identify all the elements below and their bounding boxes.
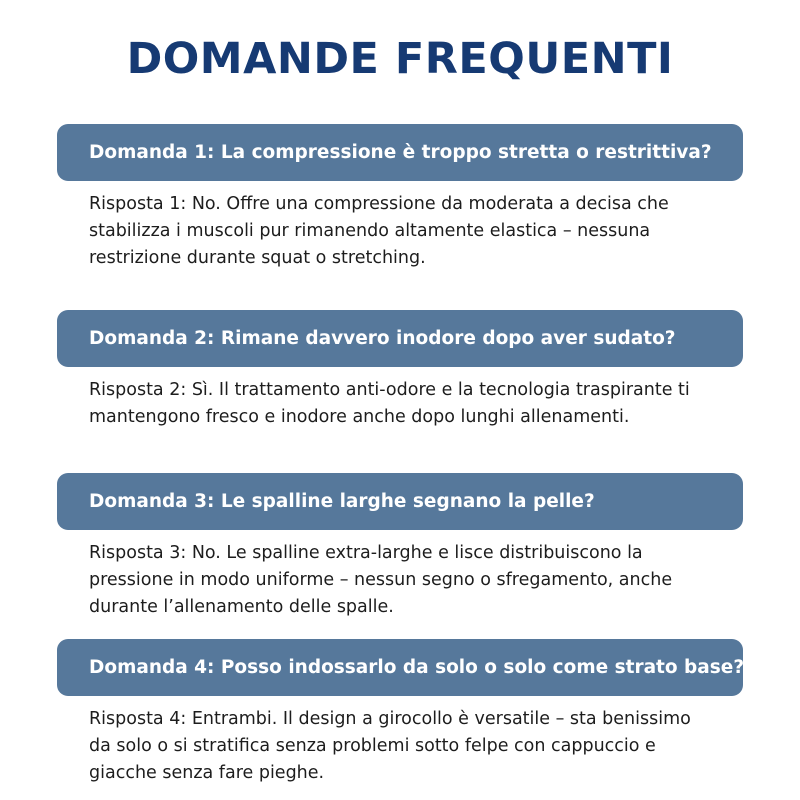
answer-3-line-2: pressione in modo uniforme – nessun segno o sfregamento, anche — [89, 570, 673, 590]
answer-3 — [89, 540, 739, 621]
question-2-text: Domanda 2: Rimane davvero inodore dopo aver sudato? — [89, 328, 676, 349]
answer-2-line-1: Risposta 2: Sì. Il trattamento anti-odore e la tecnologia traspirante ti — [89, 380, 690, 400]
question-bar-3 — [57, 473, 743, 530]
answer-3-line-3: durante l’allenamento delle spalle. — [89, 597, 394, 617]
answer-2 — [89, 377, 739, 431]
question-bar-1 — [57, 124, 743, 181]
question-bar-2 — [57, 310, 743, 367]
answer-4 — [89, 706, 739, 787]
answer-1-line-2: stabilizza i muscoli pur rimanendo altamente elastica – nessuna — [89, 221, 651, 241]
faq-item-2 — [57, 310, 743, 431]
answer-3-line-1: Risposta 3: No. Le spalline extra-larghe e lisce distribuiscono la — [89, 543, 643, 563]
faq-item-3 — [57, 473, 743, 621]
question-bar-4 — [57, 639, 743, 696]
answer-4-line-2: da solo o si stratifica senza problemi sotto felpe con cappuccio e — [89, 736, 656, 756]
answer-1-line-1: Risposta 1: No. Offre una compressione da moderata a decisa che — [89, 194, 669, 214]
answer-1-line-3: restrizione durante squat o stretching. — [89, 248, 426, 268]
question-3-text: Domanda 3: Le spalline larghe segnano la pelle? — [89, 491, 595, 512]
answer-4-line-1: Risposta 4: Entrambi. Il design a girocollo è versatile – sta benissimo — [89, 709, 691, 729]
answer-1 — [89, 191, 739, 272]
faq-item-1 — [57, 124, 743, 272]
answer-2-line-2: mantengono fresco e inodore anche dopo lunghi allenamenti. — [89, 407, 630, 427]
page-title: DOMANDE FREQUENTI — [126, 34, 674, 84]
question-4-text: Domanda 4: Posso indossarlo da solo o solo come strato base? — [89, 657, 745, 678]
answer-4-line-3: giacche senza fare pieghe. — [89, 763, 325, 783]
question-1-text: Domanda 1: La compressione è troppo stretta o restrittiva? — [89, 142, 712, 163]
faq-item-4 — [57, 639, 743, 787]
